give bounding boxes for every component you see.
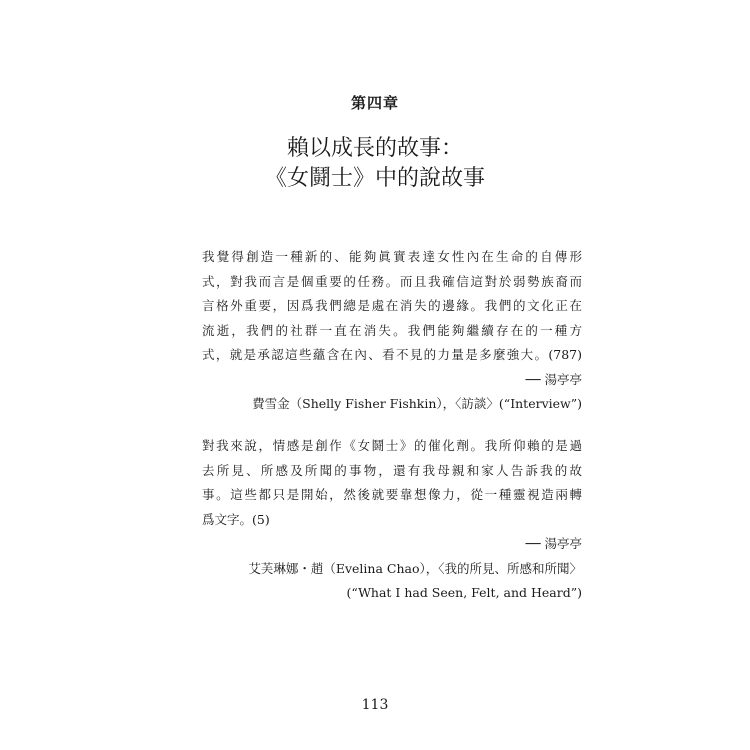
quote-line: 我覺得創造一種新的、能夠眞實表達女性內在生命的自傳形	[202, 249, 582, 264]
quote-line: 式，就是承認這些蘊含在內、看不見的力量是多麼強大。(787)	[202, 347, 582, 362]
quote-line: 流逝，我們的社群一直在消失。我們能夠繼續存在的一種方	[202, 322, 582, 338]
quote-line: 言格外重要，因爲我們總是處在消失的邊緣。我們的文化正在	[202, 298, 582, 313]
epigraph-quote	[202, 245, 582, 417]
chapter-title	[0, 134, 750, 194]
quote-source: 費雪金（Shelly Fisher Fishkin），〈訪談〉(“Interview”)	[252, 396, 582, 411]
quote-line: 事。這些都只是開始，然後就要靠想像力，從一種靈視造兩轉	[202, 487, 582, 502]
page-number: 113	[361, 697, 389, 713]
epigraph-quote	[202, 434, 582, 606]
chapter-heading: 第四章	[350, 94, 399, 112]
quote-attribution: ── 湯亭亭	[525, 371, 582, 387]
quote-source: (“What I had Seen, Felt, and Heard”)	[346, 585, 582, 600]
quote-attribution: ── 湯亭亭	[525, 536, 582, 551]
quote-source: 艾芙琳娜・趙（Evelina Chao），〈我的所見、所感和所聞〉	[248, 560, 582, 576]
quote-line: 爲文字。(5)	[202, 511, 270, 527]
quote-line: 式，對我而言是個重要的任務。而且我確信這對於弱勢族裔而	[202, 273, 582, 289]
chapter-title-line: 《女鬪士》中的說故事	[264, 166, 485, 191]
quote-line: 去所見、所感及所聞的事物，還有我母親和家人告訴我的故	[202, 462, 582, 478]
chapter-title-line: 賴以成長的故事：	[286, 136, 463, 161]
quote-line: 對我來說，情感是創作《女鬪士》的催化劑。我所仰賴的是過	[202, 438, 582, 453]
